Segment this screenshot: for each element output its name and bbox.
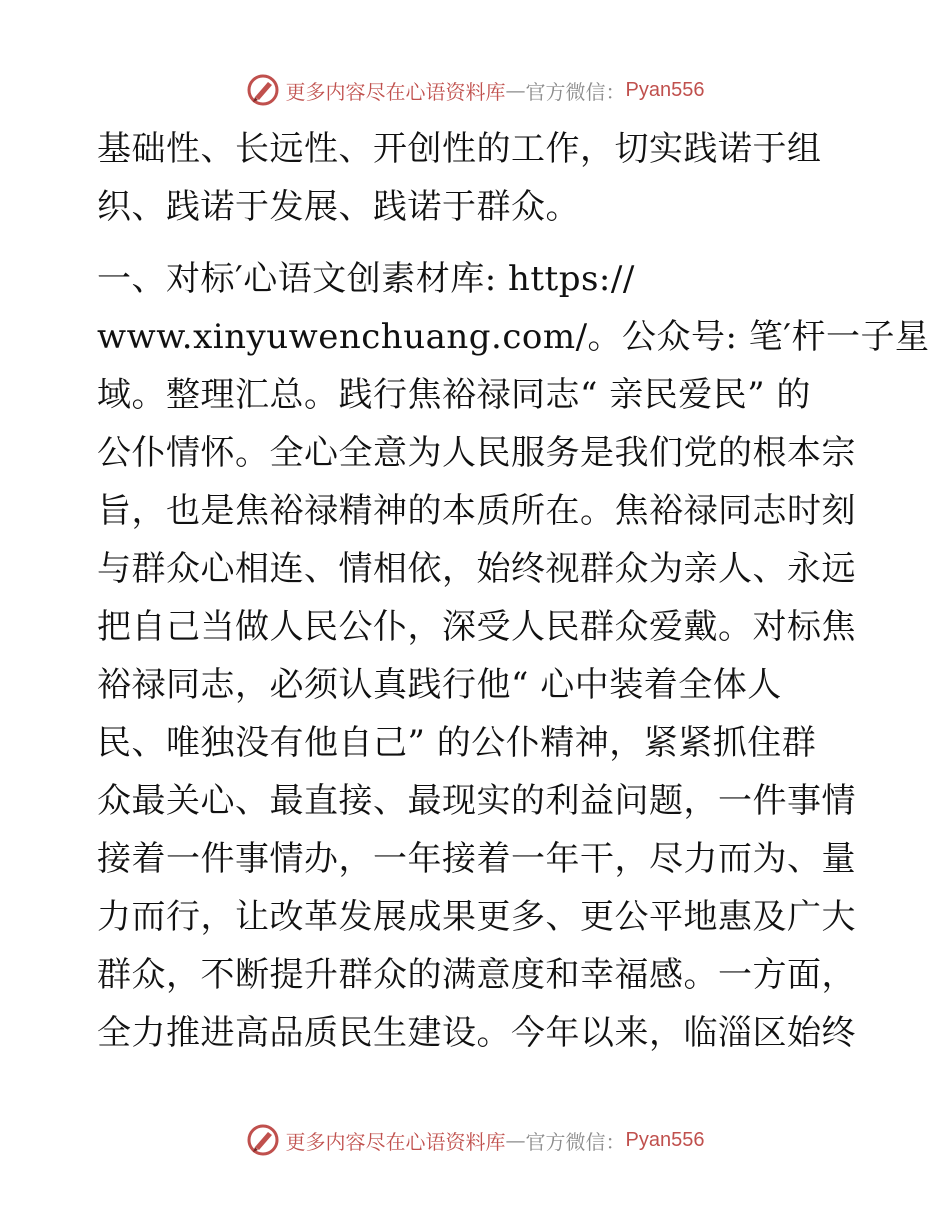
body-line: 基础性、长远性、开创性的工作，切实践诺于组 (97, 129, 822, 169)
body-line: 公仆情怀。全心全意为人民服务是我们党的根本宗 (97, 433, 856, 473)
footer-banner (0, 1120, 950, 1160)
body-line: 民、唯独没有他自己” 的公仆精神，紧紧抓住群 (97, 723, 817, 763)
banner-wechat-label: 官方微信： (525, 1129, 626, 1154)
body-line: 接着一件事情办，一年接着一年干，尽力而为、量 (97, 839, 856, 879)
body-line: 力而行，让改革发展成果更多、更公平地惠及广大 (97, 897, 856, 937)
body-line: 旨，也是焦裕禄精神的本质所在。焦裕禄同志时刻 (97, 491, 856, 531)
banner-text: 更多内容尽在心语资料库 (285, 1129, 506, 1154)
pen-logo-icon (246, 1123, 280, 1157)
body-line: 域。整理汇总。践行焦裕禄同志“ 亲民爱民” 的 (97, 375, 811, 415)
banner-wechat-label: 官方微信： (525, 79, 626, 104)
body-line: 群众，不断提升群众的满意度和幸福感。一方面， (97, 955, 856, 995)
body-line: 与群众心相连、情相依，始终视群众为亲人、永远 (97, 549, 856, 589)
banner-separator: — (505, 78, 526, 102)
banner-wechat-id: Pyan556 (625, 1128, 705, 1151)
header-banner (0, 70, 950, 110)
body-line: 把自己当做人民公仆，深受人民群众爱戴。对标焦 (97, 607, 856, 647)
body-line: 裕禄同志，必须认真践行他“ 心中装着全体人 (97, 665, 782, 705)
banner-wechat-id: Pyan556 (625, 78, 705, 101)
body-line: 众最关心、最直接、最现实的利益问题，一件事情 (97, 781, 856, 821)
body-line: 一、对标′心语文创素材库: https:// (97, 259, 635, 299)
banner-text: 更多内容尽在心语资料库 (285, 79, 506, 104)
body-line: www.xinyuwenchuang.com/。公众号: 笔′杆一子星 (97, 317, 930, 357)
banner-separator: — (505, 1128, 526, 1152)
body-line: 全力推进高品质民生建设。今年以来，临淄区始终 (97, 1013, 856, 1053)
pen-logo-icon (246, 73, 280, 107)
body-line: 织、践诺于发展、践诺于群众。 (97, 187, 580, 227)
